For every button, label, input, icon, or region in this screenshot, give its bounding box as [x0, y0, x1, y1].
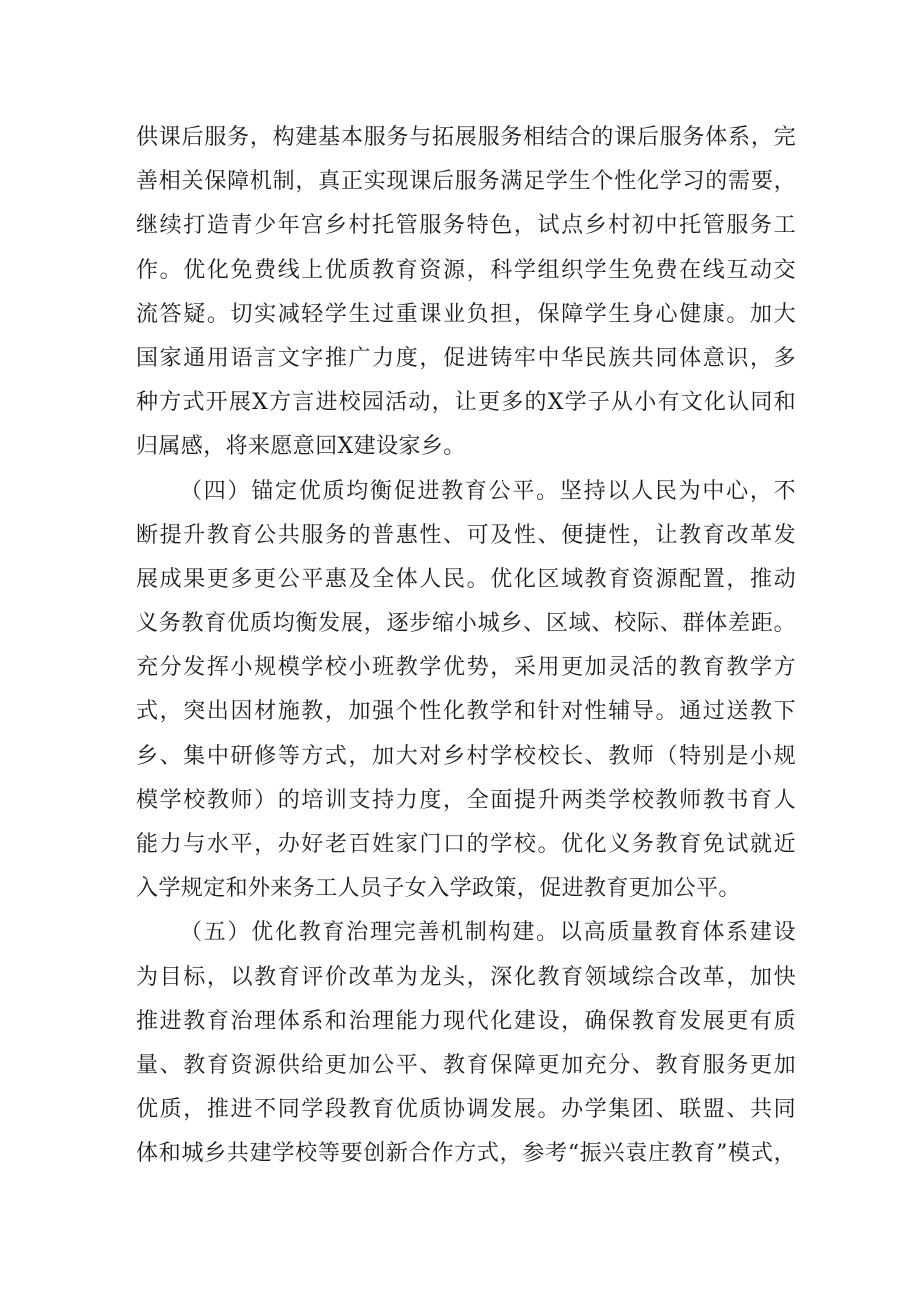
text-line: 供课后服务，构建基本服务与拓展服务相结合的课后服务体系，完	[136, 125, 796, 150]
text-line: 义务教育优质均衡发展，逐步缩小城乡、区域、校际、群体差距。	[136, 611, 796, 637]
text-line: 推进教育治理体系和治理能力现代化建设，确保教育发展更有质	[136, 1008, 796, 1034]
text-line: 体和城乡共建学校等要创新合作方式，参考“振兴袁庄教育”模式，	[136, 1141, 796, 1167]
text-line: 入学规定和外来务工人员子女入学政策，促进教育更加公平。	[136, 876, 741, 902]
paragraph	[136, 911, 796, 1176]
paragraph	[136, 470, 796, 912]
text-line: 式，突出因材施教，加强个性化教学和针对性辅导。通过送教下	[136, 699, 796, 725]
document-body	[136, 116, 796, 1177]
text-line: 乡、集中研修等方式，加大对乡村学校校长、教师（特别是小规	[136, 743, 796, 769]
text-line: 展成果更多更公平惠及全体人民。优化区域教育资源配置，推动	[136, 566, 796, 592]
paragraph	[136, 116, 796, 470]
text-line: 量、教育资源供给更加公平、教育保障更加充分、教育服务更加	[136, 1052, 796, 1078]
text-line: 归属感，将来愿意回X建设家乡。	[136, 434, 466, 460]
text-line: 优质，推进不同学段教育优质协调发展。办学集团、联盟、共同	[136, 1097, 796, 1123]
text-line: 流答疑。切实减轻学生过重课业负担，保障学生身心健康。加大	[136, 301, 796, 327]
text-line: （五）优化教育治理完善机制构建。以高质量教育体系建设	[180, 920, 796, 946]
text-line: 能力与水平，办好老百姓家门口的学校。优化义务教育免试就近	[136, 832, 796, 857]
text-line: 作。优化免费线上优质教育资源，科学组织学生免费在线互动交	[136, 257, 796, 283]
text-line: 断提升教育公共服务的普惠性、可及性、便捷性，让教育改革发	[136, 522, 796, 548]
text-line: 为目标，以教育评价改革为龙头，深化教育领域综合改革，加快	[136, 964, 796, 990]
text-line: 模学校教师）的培训支持力度，全面提升两类学校教师教书育人	[136, 787, 796, 813]
text-line: 种方式开展X方言进校园活动，让更多的X学子从小有文化认同和	[136, 390, 796, 416]
text-line: 善相关保障机制，真正实现课后服务满足学生个性化学习的需要，	[136, 169, 796, 195]
text-line: 充分发挥小规模学校小班教学优势，采用更加灵活的教育教学方	[136, 655, 796, 681]
text-line: 继续打造青少年宫乡村托管服务特色，试点乡村初中托管服务工	[136, 213, 796, 239]
text-line: （四）锚定优质均衡促进教育公平。坚持以人民为中心，不	[180, 478, 796, 504]
text-line: 国家通用语言文字推广力度，促进铸牢中华民族共同体意识，多	[136, 345, 796, 371]
